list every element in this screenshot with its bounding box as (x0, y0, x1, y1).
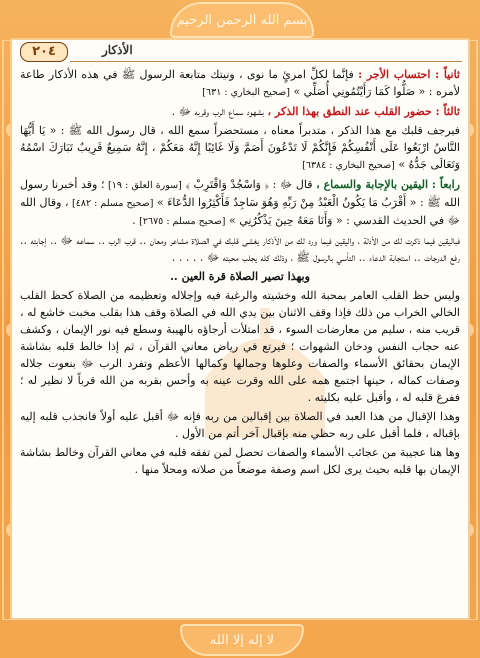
paragraph-text: ؛ وقد أخبرنا رسول الله ﷺ : « أَقْرَبُ مَا يَكُونُ الْعَبْدُ مِنْ رَبِّهِ وَهُوَ سَاجِدٌ فَأَكْثِرُوا الدُّعَاءَ » (20, 178, 460, 209)
paragraph-text: وها هنا عجيبة من عجائب الأسماء والصفات تحصل لمن تفقه قلبه في معاني القرآن وخالط بشاشة الإيمان بها قلبه بحيث يرى لكل اسم وصفة موضعاً من صلاته ومحلاً منها . (20, 446, 460, 476)
paragraph-text: [صحيح البخاري : ٦٣٨٤] (302, 160, 395, 171)
paragraph-text: ثانياً : احتساب الأجر : (358, 68, 460, 81)
paragraph-text: [صحيح مسلم : ٤٨٢] (72, 198, 154, 209)
paragraph-text: وليس حظ القلب العامر بمحبة الله وخشيته والرغبة فيه وإجلاله وتعظيمه من الصلاة كحظ القلب الخالي الخراب من ذلك فإذا وقف الاثنان بين يدي الله في الصلاة وقف هذا بقلب مخبت خاشع له ، قريب منه ، سليم من معارضات السوء ، قد امتلأت أرجاؤه بالهيبة وسطع فيه نور الإيمان ، وكشف عنه حجاب النفس ودخان الشهوات ؛ فيرتع في رياض معاني القرآن ، ثم إذا خالط قلبه بشاشة الإيمان بحقائق الأسماء والصفات وعلوها وجمالها وكمالها الأعظم وتفرد الرب ﷻ بنعوت جلاله وصفات كماله ، حينها اجتمع همه على الله وقرت عينه به وأحس بقربه من الله قرباً لا نظير له ؛ ففرغ قلبه له ، وأقبل عليه بكليته . (20, 289, 460, 404)
paragraph-p3 (20, 122, 460, 174)
header-divider (70, 61, 462, 62)
section-title: الأذكار (102, 43, 133, 57)
page-header (10, 42, 470, 62)
paragraph-text: . (132, 214, 140, 227)
paragraph-p7 (20, 287, 460, 406)
paragraph-p9 (20, 444, 460, 478)
top-calligraphy-text: بسم الله الرحمن الرحيم (176, 12, 308, 28)
paragraph-text: فيرجف قلبك مع هذا الذكر ، متدبراً معناه ، مستحضراً سمع الله ، قال رسول الله ﷺ : « يَا أَيُّهَا النَّاسُ ارْبَعُوا عَلَى أَنْفُسِكُمْ فَإِنَّكُمْ لَا تَدْعُونَ أَصَمَّ وَلَا غَائِبًا إِنَّهُ مَعَكُمْ ، إِنَّهُ سَمِيعٌ قَرِيبٌ تَبَارَكَ اسْمُهُ وَتَعَالَى جَدُّهُ » (20, 124, 460, 171)
top-calligraphy-ornament (170, 2, 314, 38)
paragraph-p5 (20, 232, 460, 266)
paragraph-text: [صحيح البخاري : ٦٣١] (202, 87, 290, 98)
paragraph-text: رابعاً : اليقين بالإجابة والسماع ، (316, 178, 460, 191)
paragraph-text: قال ﷻ : ﴿ وَاسْجُدْ وَاقْتَرِبْ ﴾ (181, 178, 317, 191)
paragraph-text: [سورة العلق : ١٩] (108, 180, 182, 191)
paragraph-p2 (20, 103, 460, 120)
paragraph-text: وهذا الإقبال من هذا العبد في الصلاة بين إقبالين من ربه فإنه ﷻ أقبل عليه أولاً فانجذب قلبه إليه بإقباله ، فلما أقبل على ربه حظي منه بإقبال آخر أتم من الأول . (20, 410, 460, 440)
paragraph-p1 (20, 66, 460, 101)
paragraph-text: بشهود سماع الرب وقربه ﷻ . (171, 105, 268, 118)
paragraph-p6 (20, 268, 460, 285)
paragraph-text: وبهذا تصير الصلاة قرة العين .. (170, 270, 310, 283)
paragraph-text: فإنَّما لكلِّ امرئٍ ما نوى ، ونيتك متابعة الرسول ﷺ في هذه الأذكار طاعة لأمره : « صَلُّوا كَمَا رَأَيْتُمُونِي أُصَلِّي » (20, 68, 460, 98)
page-number: ٢٠٤ (20, 42, 68, 62)
bottom-calligraphy-ornament (180, 624, 304, 656)
bottom-calligraphy-text: لا إله إلا الله (209, 632, 275, 648)
paragraph-text: ثالثاً : حضور القلب عند النطق بهذا الذكر ، (267, 105, 460, 118)
paragraph-p4 (20, 176, 460, 230)
paragraph-text: فباليقين فيما ذكرت لك من الأدلة ، واليقين فيما ورد لك من الأذكار يغشى قلبك في الصلاة مشاعر ومعان .. قرب الرب .. سماعه ﷻ .. إجابته .. رفع الدرجات .. استجابة الدعاء .. التأسي بالرسول ﷺ ، وذلك كله يجلب محبته ﷻ . . . . . (20, 234, 460, 264)
paragraph-text: [صحيح مسلم : ٢٦٧٥] (139, 216, 226, 227)
paragraph-p8 (20, 408, 460, 442)
paragraph-text: ، وقال الله ﷻ في الحديث القدسي : « وَأَنَا مَعَهُ حِينَ يَذْكُرُنِي » (20, 196, 460, 227)
text-panel (10, 38, 470, 620)
page-body (20, 66, 460, 480)
